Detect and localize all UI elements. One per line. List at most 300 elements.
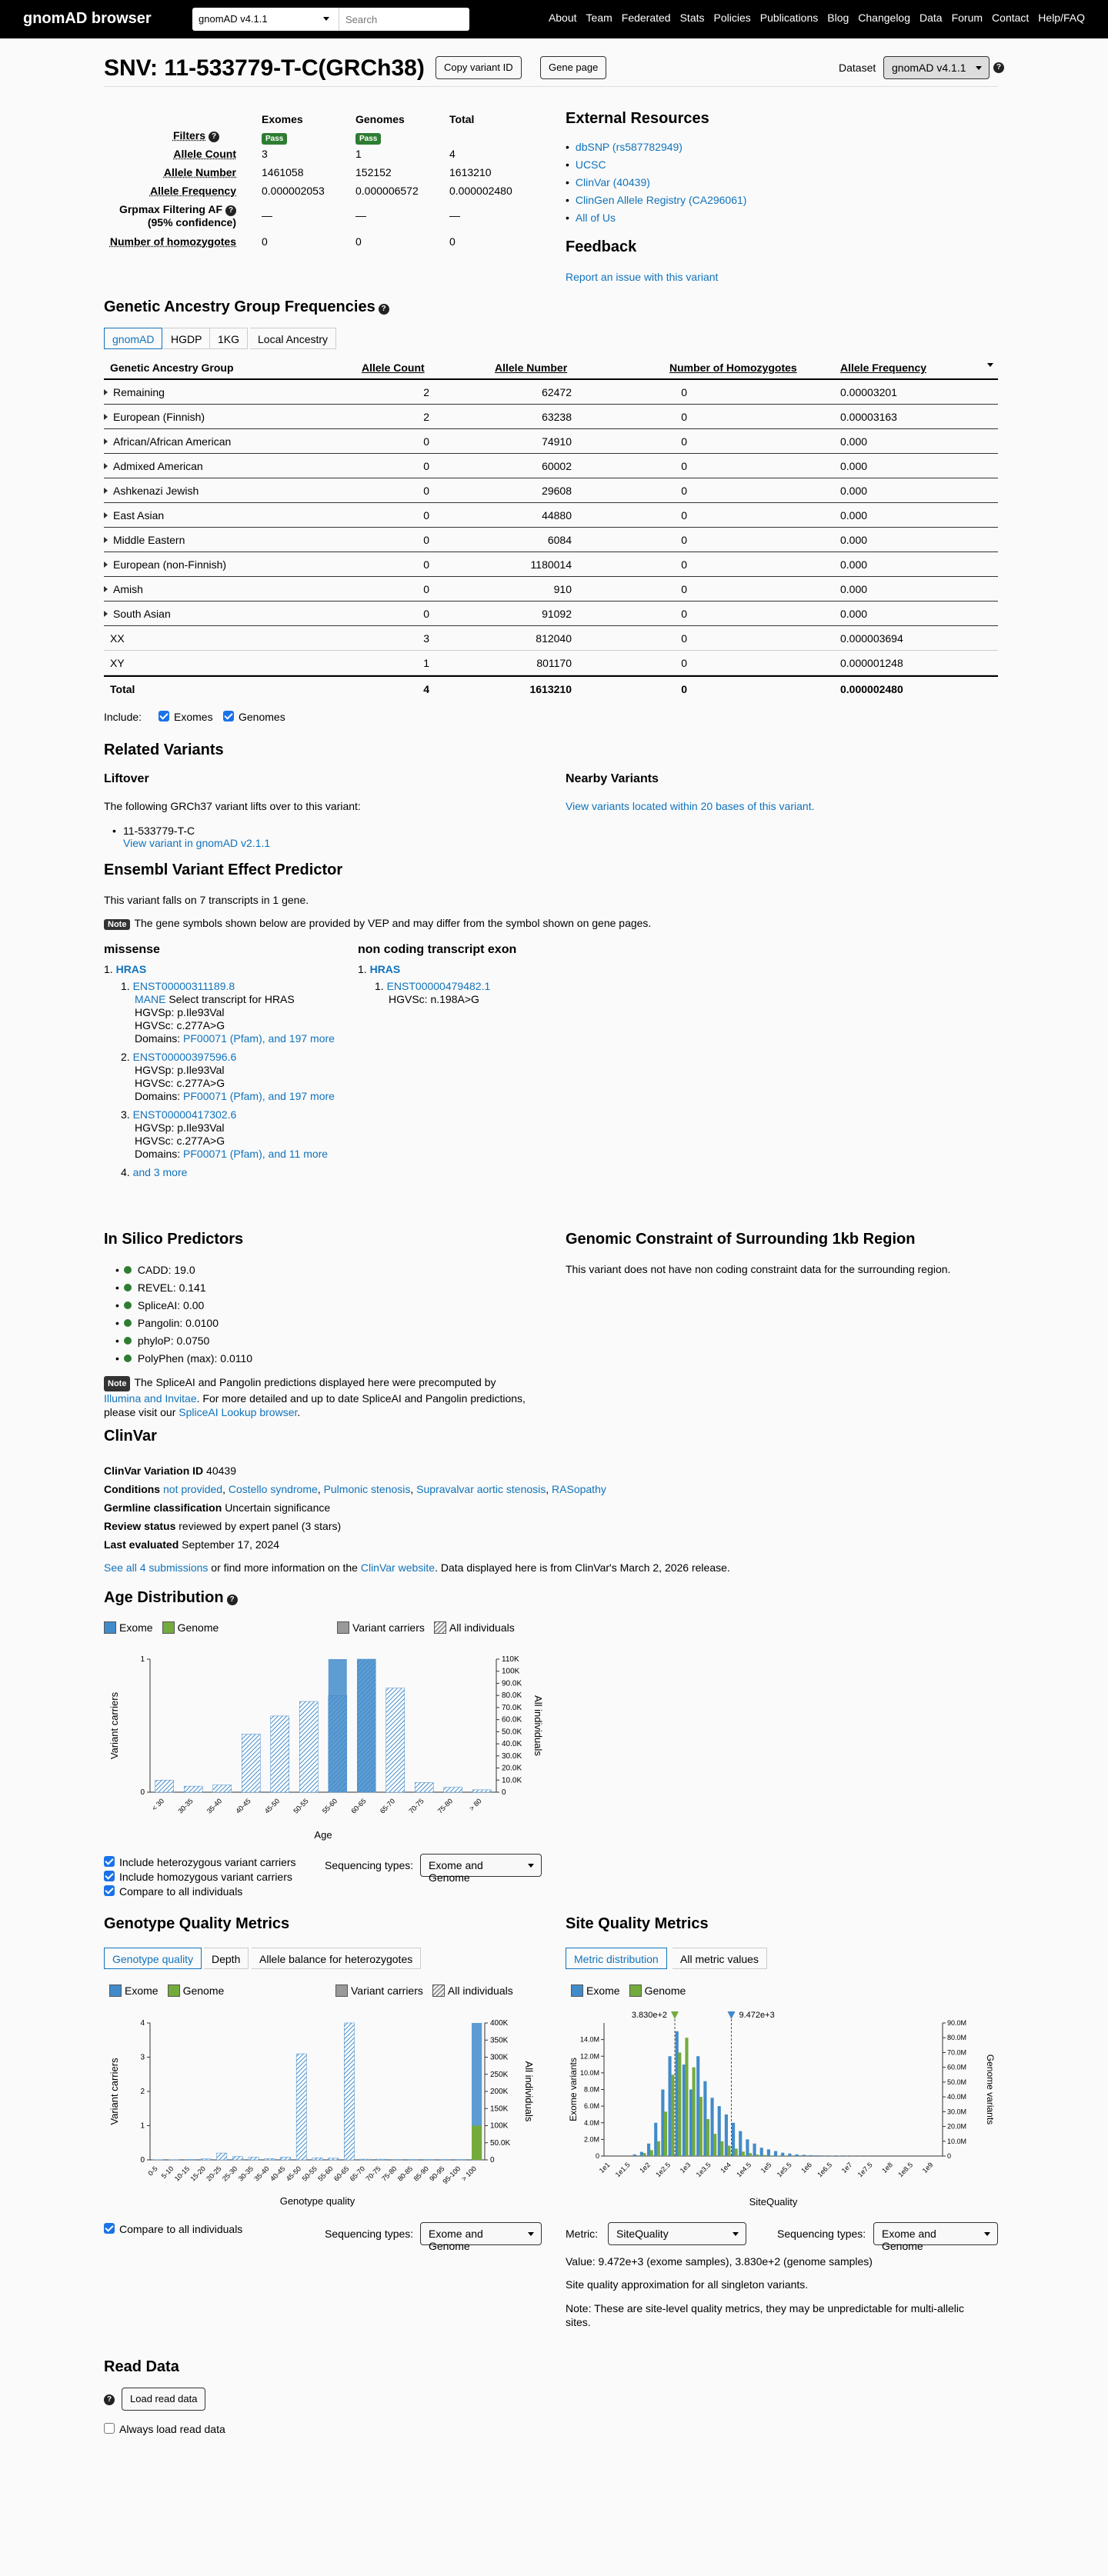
group-name[interactable]: Ashkenazi Jewish	[113, 485, 199, 497]
x-tick-label: 30-35	[176, 1797, 195, 1815]
table-row	[104, 577, 998, 602]
exome-bar	[788, 2154, 791, 2156]
transcript-link-nc[interactable]: ENST00000479482.1	[386, 980, 491, 992]
genome-bar	[756, 2154, 759, 2156]
y-tick-label: 8.0M	[583, 2085, 599, 2094]
all-individuals-bar	[155, 1780, 174, 1792]
more-domains-link[interactable]: , and 197 more	[262, 1032, 335, 1045]
condition-link[interactable]: RASopathy	[552, 1483, 606, 1495]
allele-frequency-label: Allele Frequency	[149, 185, 236, 197]
x-tick-label: 80-85	[395, 2164, 415, 2183]
allele-frequency-total: 0.000002480	[449, 185, 512, 197]
condition-link[interactable]: not provided	[163, 1483, 223, 1495]
all-individuals-bar	[280, 2157, 290, 2160]
nearby-variants-link[interactable]: View variants located within 20 bases of this variant.	[566, 800, 815, 812]
expand-arrow-icon[interactable]	[104, 512, 111, 518]
illumina-link[interactable]: Illumina and Invitae	[104, 1392, 197, 1405]
y-axis-label: Variant carriers	[108, 1691, 120, 1760]
y2-tick-label: 80.0M	[947, 2034, 967, 2042]
all-individuals-bar	[360, 2159, 370, 2160]
allele-frequency: 0.000	[840, 435, 868, 448]
header-allele-count[interactable]: Allele Count	[362, 362, 425, 374]
genome-bar	[657, 2141, 660, 2156]
y2-tick-label: 200K	[490, 2088, 509, 2096]
y2-tick-label: 80.0K	[502, 1691, 522, 1701]
marker-label-genome: 3.830e+2	[631, 2011, 667, 2020]
tab-all-metric-values[interactable]: All metric values	[672, 1948, 767, 1969]
x-tick-label: 75-80	[380, 2164, 399, 2183]
allele-count-exomes: 3	[262, 148, 268, 160]
condition-link[interactable]: Costello syndrome	[228, 1483, 318, 1495]
y2-tick-label: 90.0M	[947, 2019, 967, 2027]
group-name[interactable]: Amish	[113, 583, 143, 595]
group-name[interactable]: South Asian	[113, 608, 171, 620]
y2-tick-label: 60.0K	[502, 1715, 522, 1725]
nav-forum[interactable]: Forum	[951, 12, 983, 24]
gene-link-hras[interactable]: HRAS	[369, 963, 401, 975]
genome-bar	[713, 2134, 716, 2156]
allele-frequency: 0.000003694	[840, 632, 903, 645]
expand-arrow-icon[interactable]	[104, 611, 111, 617]
genome-swatch	[168, 1984, 180, 1997]
transcript-link-2[interactable]: ENST00000397596.6	[132, 1051, 237, 1063]
genome-swatch	[162, 1621, 175, 1634]
y-tick-label: 2.0M	[583, 2135, 599, 2144]
x-tick-label: > 100	[459, 2164, 479, 2183]
age-legend: Exome Genome	[104, 1621, 219, 1634]
exome-bar	[739, 2131, 742, 2156]
group-name[interactable]: Admixed American	[113, 460, 203, 472]
ancestry-title: Genetic Ancestry Group Frequencies ?	[104, 298, 389, 316]
tab-local-ancestry[interactable]: Local Ancestry	[250, 328, 336, 349]
header-allele-frequency[interactable]: Allele Frequency	[840, 362, 927, 374]
tab-1kg[interactable]: 1KG	[210, 328, 248, 349]
nearby-variants-title: Nearby Variants	[566, 772, 659, 785]
in-silico-note: Note The SpliceAI and Pangolin predictions displayed here were precomputed by Illumina and Invitae. For more detailed and up to date SpliceAI and Pangolin predictions, please visit our SpliceAI Lookup browser.	[104, 1376, 526, 1418]
transcript-link-3[interactable]: ENST00000417302.6	[132, 1108, 237, 1121]
all-individuals-bar	[376, 2159, 386, 2160]
heterozygous-checkbox[interactable]	[104, 1856, 115, 1867]
status-dot-icon	[124, 1301, 132, 1309]
carriers-bar	[357, 1659, 375, 1792]
allele-count: 2	[423, 386, 429, 398]
genome-bar	[735, 2148, 738, 2156]
exome-bar	[760, 2148, 763, 2156]
homozygous-checkbox[interactable]	[104, 1871, 115, 1881]
dataset-dropdown[interactable]: gnomAD v4.1.1	[192, 8, 339, 31]
expand-arrow-icon[interactable]	[104, 463, 111, 469]
allele-count: 0	[423, 558, 429, 571]
allele-count-genomes: 1	[355, 148, 362, 160]
status-dot-icon	[124, 1355, 132, 1362]
group-name[interactable]: European (Finnish)	[113, 411, 205, 423]
in-silico-title: In Silico Predictors	[104, 1231, 244, 1248]
y-tick-label: 2	[140, 2088, 145, 2096]
homozygotes: 0	[681, 411, 687, 423]
compare-age-checkbox[interactable]	[104, 1885, 115, 1896]
y2-tick-label: 20.0K	[502, 1764, 522, 1773]
col-total: Total	[449, 113, 475, 125]
allele-frequency-genomes: 0.000006572	[355, 185, 419, 197]
x-tick-label: 1e3	[678, 2161, 692, 2175]
y-tick-label: 4	[140, 2019, 145, 2028]
tab-metric-distribution[interactable]: Metric distribution	[566, 1948, 667, 1969]
y2-tick-label: 70.0M	[947, 2048, 967, 2057]
expand-arrow-icon[interactable]	[104, 389, 111, 395]
nav-stats[interactable]: Stats	[679, 12, 705, 24]
homozygotes: 0	[681, 435, 687, 448]
genome-bar	[699, 2097, 703, 2156]
y2-tick-label: 100K	[490, 2121, 509, 2131]
nav-team[interactable]: Team	[586, 12, 612, 24]
non-coding-list: 1. HRAS 1. ENST00000479482.1 HGVSc: n.198A>G	[358, 963, 491, 1005]
external-resources-title: External Resources	[566, 110, 709, 127]
homozygotes: 0	[681, 608, 687, 620]
nav-contact[interactable]: Contact	[992, 12, 1030, 24]
x-tick-label: 55-60	[320, 1797, 339, 1815]
status-dot-icon	[124, 1266, 132, 1274]
dataset-label: Dataset	[839, 62, 876, 74]
y2-tick-label: 150K	[490, 2104, 509, 2114]
nav-data[interactable]: Data	[919, 12, 943, 24]
clinvar-title: ClinVar	[104, 1428, 157, 1445]
dbsnp-link[interactable]: dbSNP (rs587782949)	[575, 141, 682, 153]
all-individuals-bar	[344, 2023, 354, 2160]
gene-page-button[interactable]: Gene page	[540, 56, 606, 79]
mane-link[interactable]: MANE	[135, 993, 166, 1005]
clinvar-website-link[interactable]: ClinVar website	[360, 1561, 436, 1574]
copy-variant-id-button[interactable]: Copy variant ID	[436, 56, 522, 79]
metric-select[interactable]: SiteQuality	[608, 2222, 746, 2245]
help-icon[interactable]: ?	[993, 62, 1004, 73]
tab-genotype-quality[interactable]: Genotype quality	[104, 1948, 202, 1969]
group-name[interactable]: Remaining	[113, 386, 165, 398]
expand-arrow-icon[interactable]	[104, 488, 111, 494]
allele-number: 6084	[547, 534, 572, 546]
all-individuals-bar	[232, 2157, 242, 2160]
help-icon[interactable]: ?	[225, 205, 236, 216]
nav-federated[interactable]: Federated	[621, 12, 671, 24]
all-individuals-bar	[299, 1701, 318, 1792]
search-input[interactable]	[339, 8, 469, 31]
y2-tick-label: 30.0M	[947, 2108, 967, 2116]
all-individuals-bar	[271, 1716, 289, 1792]
status-dot-icon	[124, 1319, 132, 1327]
header-homozygotes[interactable]: Number of Homozygotes	[669, 362, 797, 374]
table-row	[104, 454, 998, 478]
tab-hgdp[interactable]: HGDP	[163, 328, 210, 349]
exome-bar	[711, 2098, 714, 2156]
genome-bar	[692, 2068, 696, 2156]
all-of-us-link[interactable]: All of Us	[575, 212, 616, 224]
all-individuals-bar	[242, 1735, 260, 1792]
in-silico-list: • CADD: 19.0 • REVEL: 0.141 • SpliceAI: 0.00 • Pangolin: 0.0100 • phyloP: 0.0750 • PolyPhen (max): 0.0110	[115, 1264, 253, 1365]
allele-count: 0	[423, 583, 429, 595]
vep-title: Ensembl Variant Effect Predictor	[104, 861, 343, 878]
genome-bar	[720, 2141, 723, 2156]
genomes-label: Genomes	[239, 711, 285, 723]
clinvar-link[interactable]: ClinVar (40439)	[575, 176, 650, 188]
view-v2-link[interactable]: View variant in gnomAD v2.1.1	[123, 837, 271, 849]
sq-legend: Exome Genome	[571, 1984, 686, 1997]
constraint-title: Genomic Constraint of Surrounding 1kb Region	[566, 1231, 916, 1248]
exome-bar	[796, 2154, 799, 2156]
age-chart	[104, 1646, 558, 1846]
pfam-link[interactable]: PF00071 (Pfam)	[183, 1090, 262, 1102]
y2-tick-label: 70.0K	[502, 1703, 522, 1712]
y2-tick-label: 30.0K	[502, 1751, 522, 1761]
top-nav	[0, 0, 1108, 38]
allele-number-genomes: 152152	[355, 166, 392, 178]
y2-tick-label: 20.0M	[947, 2122, 967, 2131]
nav-changelog[interactable]: Changelog	[858, 12, 911, 24]
y2-tick-label: 50.0M	[947, 2078, 967, 2086]
expand-arrow-icon[interactable]	[104, 438, 111, 445]
table-row	[104, 675, 998, 700]
x-tick-label: 70-75	[407, 1797, 426, 1815]
carriers-genome-bar	[472, 2126, 482, 2161]
genome-bar	[769, 2155, 773, 2156]
brand-logo[interactable]: gnomAD browser	[23, 10, 152, 27]
genome-bar	[642, 2153, 646, 2156]
pfam-link[interactable]: PF00071 (Pfam)	[183, 1148, 262, 1160]
condition-link[interactable]: Pulmonic stenosis	[323, 1483, 411, 1495]
and-more-link[interactable]: and 3 more	[132, 1166, 188, 1178]
all-individuals-bar	[472, 1790, 491, 1792]
homozygotes: 0	[681, 632, 687, 645]
divider	[104, 86, 998, 87]
allele-frequency: 0.000	[840, 583, 868, 595]
y2-tick-label: 250K	[490, 2070, 509, 2079]
y2-axis-label: All individuals	[532, 1695, 544, 1756]
nav-blog[interactable]: Blog	[827, 12, 849, 24]
gq-title: Genotype Quality Metrics	[104, 1915, 290, 1932]
x-tick-label: 65-70	[348, 2164, 367, 2183]
expand-arrow-icon[interactable]	[104, 562, 111, 568]
nav-about[interactable]: About	[548, 12, 577, 24]
x-tick-label: 1e9	[920, 2161, 935, 2175]
see-submissions-link[interactable]: See all 4 submissions	[104, 1561, 209, 1574]
y2-tick-label: 110K	[502, 1655, 519, 1664]
all-individuals-bar	[444, 1788, 462, 1792]
tab-depth[interactable]: Depth	[204, 1948, 249, 1969]
help-icon[interactable]: ?	[379, 304, 389, 315]
exome-marker-icon	[728, 2011, 736, 2019]
table-row	[104, 602, 998, 626]
genome-bar	[742, 2151, 745, 2156]
y2-tick-label: 50.0K	[490, 2138, 511, 2148]
y-tick-label: 6.0M	[583, 2102, 599, 2111]
all-individuals-bar	[249, 2157, 259, 2160]
x-tick-label: < 30	[150, 1797, 166, 1812]
exome-bar	[682, 2064, 686, 2156]
all-individuals-bar	[312, 2158, 322, 2160]
x-tick-label: 70-75	[364, 2164, 382, 2183]
x-tick-label: 10-15	[172, 2164, 192, 2183]
expand-arrow-icon[interactable]	[104, 537, 111, 543]
x-tick-label: 35-40	[205, 1797, 224, 1815]
x-tick-label: 1e3.5	[694, 2161, 713, 2179]
x-axis-label: Genotype quality	[279, 2195, 355, 2207]
group-name[interactable]: European (non-Finnish)	[113, 558, 227, 571]
group-name: XY	[110, 657, 125, 669]
always-load-checkbox[interactable]	[104, 2423, 115, 2434]
genomes-checkbox[interactable]	[223, 711, 234, 721]
splice-lookup-link[interactable]: SpliceAI Lookup browser	[179, 1406, 298, 1418]
col-genomes: Genomes	[355, 113, 405, 125]
vep-note: Note The gene symbols shown below are provided by VEP and may differ from the symbol shown on gene pages.	[104, 917, 651, 930]
report-issue-link[interactable]: Report an issue with this variant	[566, 271, 719, 283]
allele-number: 801170	[536, 657, 572, 669]
age-title: Age Distribution ?	[104, 1589, 238, 1607]
y2-tick-label: 400K	[490, 2019, 509, 2028]
all-individuals-swatch	[434, 1621, 446, 1634]
y2-tick-label: 50.0K	[502, 1728, 522, 1737]
clingen-link[interactable]: ClinGen Allele Registry (CA296061)	[575, 194, 747, 206]
genome-bar	[650, 2150, 653, 2156]
exome-bar	[718, 2106, 721, 2156]
allele-frequency: 0.000	[840, 534, 868, 546]
header-group[interactable]: Genetic Ancestry Group	[110, 362, 234, 374]
homozygotes: 0	[681, 683, 687, 695]
x-tick-label: 1e4	[719, 2161, 733, 2175]
carriers-swatch	[337, 1621, 349, 1634]
pass-badge: Pass	[262, 133, 287, 145]
compare-gq-checkbox[interactable]	[104, 2223, 115, 2234]
allele-number: 1613210	[529, 683, 572, 695]
allele-frequency: 0.000	[840, 558, 868, 571]
sort-down-icon[interactable]	[987, 363, 993, 370]
y2-tick-label: 40.0K	[502, 1740, 522, 1749]
exome-bar	[647, 2144, 650, 2156]
group-name[interactable]: Middle Eastern	[113, 534, 185, 546]
homozygotes: 0	[681, 509, 687, 522]
gq-seq-select[interactable]: Exome and Genome	[420, 2222, 542, 2245]
exome-bar	[781, 2153, 784, 2156]
allele-frequency: 0.000	[840, 485, 868, 497]
homozygotes-genomes: 0	[355, 235, 362, 248]
table-row	[104, 552, 998, 577]
page-title: SNV: 11-533779-T-C(GRCh38)	[104, 55, 425, 81]
allele-frequency: 0.000	[840, 460, 868, 472]
carriers-swatch	[335, 1984, 348, 1997]
table-row	[104, 626, 998, 651]
allele-frequency-exomes: 0.000002053	[262, 185, 325, 197]
heterozygous-label: Include heterozygous variant carriers	[119, 1856, 296, 1868]
all-individuals-bar	[201, 2159, 211, 2160]
load-read-data-button[interactable]: Load read data	[122, 2388, 205, 2411]
nav-publications[interactable]: Publications	[759, 12, 819, 24]
x-tick-label: 1e8	[880, 2161, 894, 2175]
allele-number: 74910	[542, 435, 572, 448]
homozygotes-exomes: 0	[262, 235, 268, 248]
help-icon[interactable]: ?	[209, 132, 219, 142]
y-tick-label: 0	[140, 2156, 145, 2164]
nav-help[interactable]: Help/FAQ	[1038, 12, 1085, 24]
dataset-select[interactable]: gnomAD v4.1.1	[883, 56, 990, 79]
tab-allele-balance[interactable]: Allele balance for heterozygotes	[252, 1948, 421, 1969]
x-tick-label: 1e8.5	[896, 2161, 915, 2179]
read-data-title: Read Data	[104, 2358, 179, 2375]
all-individuals-bar	[217, 2153, 227, 2160]
y2-tick-label: 40.0M	[947, 2093, 967, 2101]
all-individuals-bar	[386, 1688, 405, 1792]
y-tick-label: 3	[140, 2053, 145, 2062]
x-tick-label: 95-100	[441, 2164, 462, 2186]
x-tick-label: 50-55	[300, 2164, 319, 2183]
allele-count-total: 4	[449, 148, 456, 160]
gq-legend: Exome Genome	[109, 1984, 224, 1997]
x-tick-label: 35-40	[252, 2164, 271, 2183]
clinvar-details: ClinVar Variation ID 40439 Conditions not provided, Costello syndrome, Pulmonic stenosis, Supravalvar aortic stenosis, RASopathy Germline classification Uncertain significance Review status reviewed by expert panel (3 stars) Last evaluated September 17, 2024	[104, 1465, 606, 1551]
sq-seq-label: Sequencing types:	[777, 2228, 866, 2240]
gene-link-hras[interactable]: HRAS	[115, 963, 147, 975]
x-tick-label: 1e5	[759, 2161, 773, 2175]
more-domains-link[interactable]: , and 197 more	[262, 1090, 335, 1102]
header-allele-number[interactable]: Allele Number	[495, 362, 568, 374]
exome-swatch	[104, 1621, 116, 1634]
compare-age-label: Compare to all individuals	[119, 1885, 243, 1898]
x-tick-label: 40-45	[269, 2164, 287, 2183]
group-name[interactable]: African/African American	[113, 435, 232, 448]
exome-bar	[774, 2151, 777, 2156]
table-row	[104, 503, 998, 528]
exomes-checkbox[interactable]	[159, 711, 169, 721]
condition-link[interactable]: Supravalvar aortic stenosis	[416, 1483, 546, 1495]
grpmax-exomes: —	[262, 209, 272, 222]
allele-number: 44880	[542, 509, 572, 522]
help-icon[interactable]: ?	[104, 2394, 115, 2405]
age-seq-select[interactable]: Exome and Genome	[420, 1854, 542, 1877]
always-load-label: Always load read data	[119, 2423, 225, 2435]
homozygotes-total: 0	[449, 235, 456, 248]
all-individuals-bar	[296, 2054, 306, 2160]
non-coding-title: non coding transcript exon	[358, 943, 517, 956]
more-domains-link[interactable]: , and 11 more	[262, 1148, 329, 1160]
y-tick-label: 1	[140, 1655, 145, 1664]
y-tick-label: 10.0M	[579, 2068, 599, 2077]
grpmax-total: —	[449, 209, 460, 222]
expand-arrow-icon[interactable]	[104, 414, 111, 420]
sq-value-text: Value: 9.472e+3 (exome samples), 3.830e+2 (genome samples)	[566, 2255, 873, 2268]
x-tick-label: 5-10	[159, 2164, 175, 2181]
sq-seq-select[interactable]: Exome and Genome	[873, 2222, 998, 2245]
grpmax-label: Grpmax Filtering AF ? (95% confidence)	[118, 203, 236, 228]
exome-bar	[803, 2154, 806, 2156]
expand-arrow-icon[interactable]	[104, 586, 111, 592]
carriers-bar	[329, 1659, 347, 1792]
pfam-link[interactable]: PF00071 (Pfam)	[183, 1032, 262, 1045]
allele-frequency: 0.00003163	[840, 411, 897, 423]
nav-policies[interactable]: Policies	[713, 12, 751, 24]
group-name[interactable]: East Asian	[113, 509, 165, 522]
tab-gnomad[interactable]: gnomAD	[104, 328, 162, 349]
transcript-link-1[interactable]: ENST00000311189.8	[132, 980, 235, 992]
y-axis-label: Variant carriers	[108, 2058, 120, 2125]
exome-bar	[661, 2090, 664, 2157]
exome-bar	[725, 2114, 728, 2156]
genome-bar	[727, 2146, 730, 2156]
x-tick-label: 90-95	[428, 2164, 446, 2183]
help-icon[interactable]: ?	[227, 1595, 238, 1605]
ucsc-link[interactable]: UCSC	[575, 158, 606, 171]
group-name: Total	[110, 683, 135, 695]
sq-title: Site Quality Metrics	[566, 1915, 709, 1932]
gq-seq-label: Sequencing types:	[325, 2228, 414, 2240]
allele-count: 2	[423, 411, 429, 423]
homozygotes-label: Number of homozygotes	[109, 235, 236, 248]
homozygotes: 0	[681, 657, 687, 669]
